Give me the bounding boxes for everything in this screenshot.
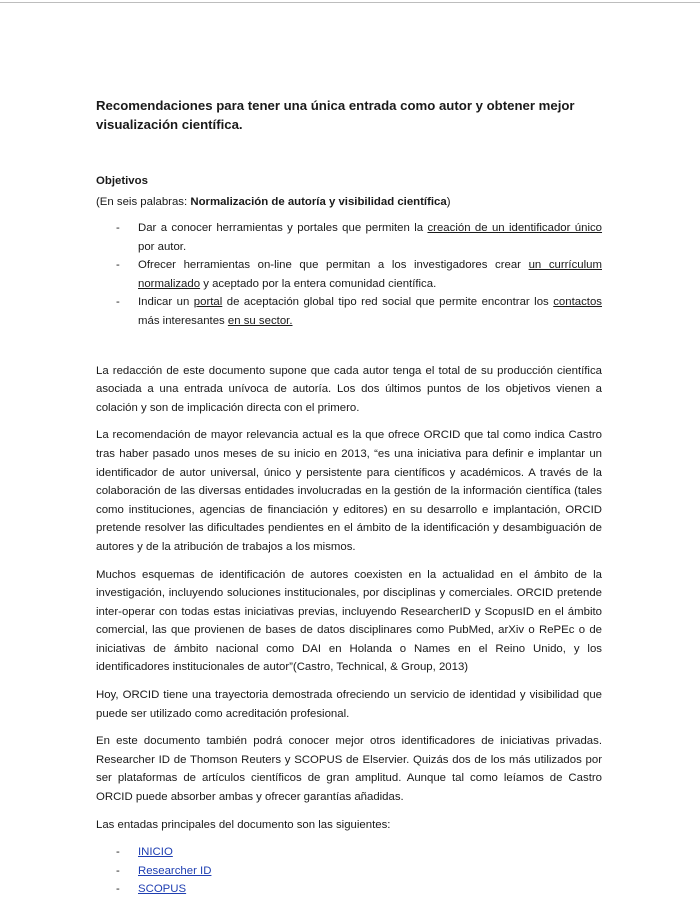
body-paragraph: Las entadas principales del documento son las siguientes: [96, 818, 391, 831]
objectives-heading: Objetivos [96, 175, 148, 187]
body-paragraph: Hoy, ORCID tiene una trayectoria demostrada ofreciendo un servicio de identidad y visibilidad que puede ser utilizado como acreditación profesional. [96, 689, 602, 720]
link-item [96, 880, 602, 899]
body-paragraph: La recomendación de mayor relevancia actual es la que ofrece ORCID que tal como indica Castro tras haber pasado unos meses de su inicio en 2013, “es una iniciativa para definir e implantar un identificador de autor universal, único y persistente para científicos y académicos. A través de la colaboración de las diversas entidades involucradas en la gestión de la información científica (tales como instituciones, agencias de financiación y editores) en su desarrollo e implantación, ORCID pretende resolver las dificultades pendientes en el ámbito de la identificación y desambiguación de autores y de la atribución de trabajos a los mismos. [96, 429, 602, 553]
objective-item: - Ofrecer herramientas on-line que permitan a los investigadores crear un currículum normalizado y aceptado por la entera comunidad científica. [96, 256, 602, 293]
body-paragraph: Muchos esquemas de identificación de autores coexisten en la actualidad en el ámbito de la investigación, incluyendo soluciones institucionales, por disciplinas y comerciales. ORCID pretende inter-operar con todas estas iniciativas previas, incluyendo ResearcherID y ScopusID en el ámbito comercial, las que provienen de bases de datos disciplinares como PubMed, arXiv o RePEc o de iniciativas de ámbito nacional como DAI en Holanda o Names en el Reino Unido, y los identificadores institucionales de autor”(Castro, Technical, & Group, 2013) [96, 568, 602, 674]
link-item [96, 862, 602, 881]
link-inicio[interactable]: INICIO [138, 846, 173, 859]
summary-suffix: ) [446, 196, 451, 208]
objective-item: - Dar a conocer herramientas y portales que permiten la creación de un identificador único por autor. [96, 219, 602, 256]
section-links [96, 843, 602, 899]
summary-prefix: (En seis palabras: [96, 196, 191, 208]
document-title: Recomendaciones para tener una única entrada como autor y obtener mejor visualización científica. [96, 98, 575, 132]
top-border [0, 2, 700, 3]
link-scopus[interactable]: SCOPUS [138, 883, 187, 896]
objectives-list [96, 219, 602, 331]
objective-item: - Indicar un portal de aceptación global tipo red social que permite encontrar los contactos más interesantes en su sector. [96, 293, 602, 330]
link-researcher-id[interactable]: Researcher ID [138, 864, 212, 877]
summary-bold: Normalización de autoría y visibilidad científica [190, 196, 447, 208]
link-item [96, 843, 602, 862]
objectives-summary [96, 196, 602, 208]
document-page [96, 96, 602, 899]
body-paragraph: La redacción de este documento supone que cada autor tenga el total de su producción científica asociada a una entrada unívoca de autoría. Los dos últimos puntos de los objetivos vienen a colación y son de implicación directa con el primero. [96, 364, 602, 414]
body-paragraph: En este documento también podrá conocer mejor otros identificadores de iniciativas privadas. Researcher ID de Thomson Reuters y SCOPUS de Elservier. Quizás dos de los más utilizados por ser plataformas de artículos científicos de gran amplitud. Aunque tal como leíamos de Castro ORCID puede absorber ambas y ofrecer garantías añadidas. [96, 735, 602, 804]
